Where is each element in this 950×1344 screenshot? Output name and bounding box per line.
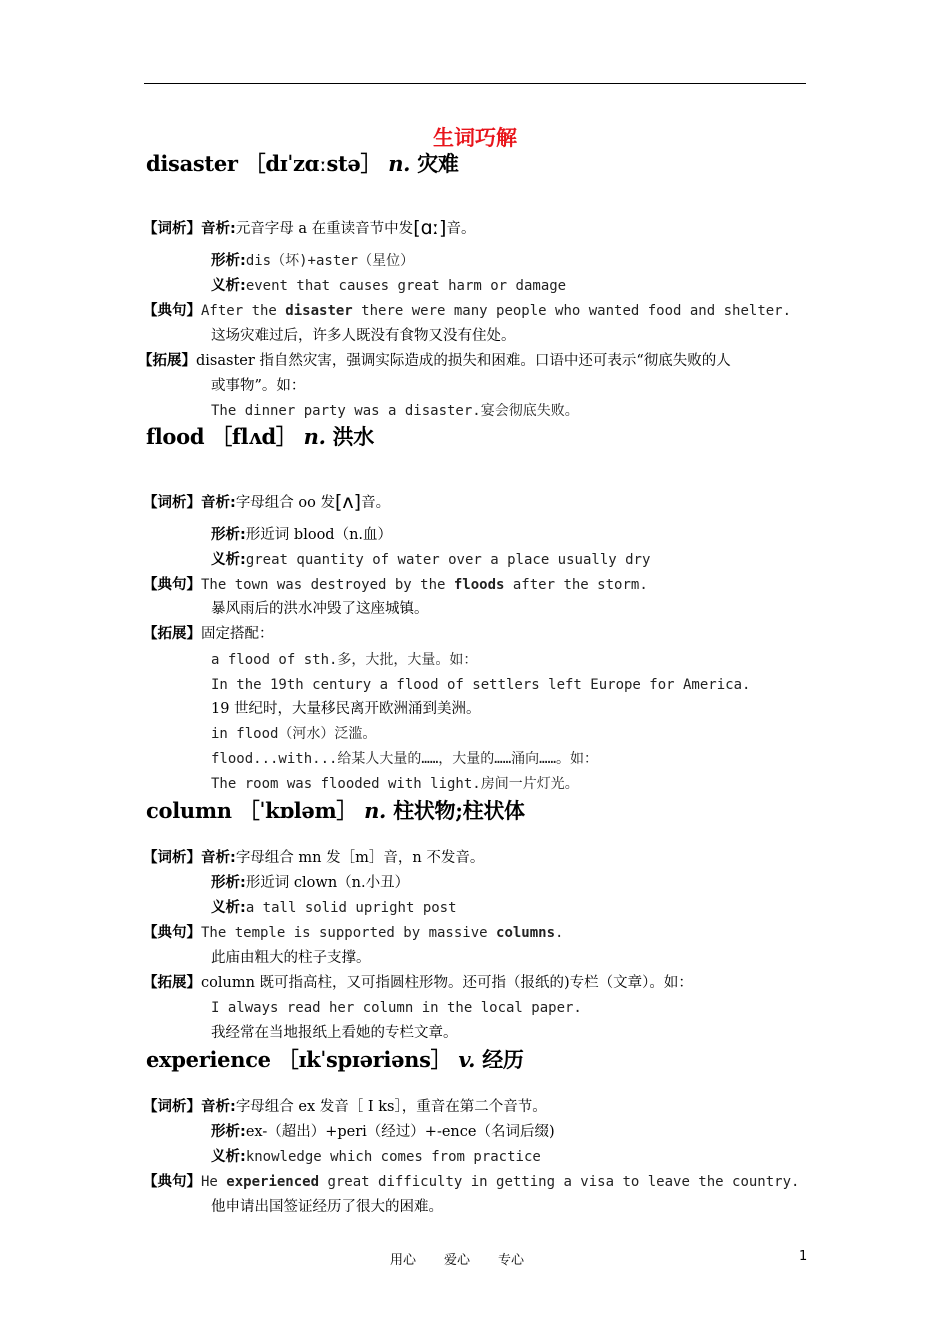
xingxi-line	[211, 873, 409, 893]
header-rule	[144, 83, 806, 84]
label-cixi: 【词析】	[143, 850, 201, 866]
sublabel-yixi: 义析:	[211, 900, 246, 916]
tuozhan-text: disaster 指自然灾害，强调实际造成的损失和困难。口语中还可表示“彻底失败的人	[196, 353, 731, 369]
dianju-pre: After the	[201, 303, 286, 319]
sublabel-yixi: 义析:	[211, 278, 246, 294]
dianju-line	[143, 1172, 799, 1192]
footer-slogan	[390, 1249, 524, 1268]
dianju-post: there were many people who wanted food and shelter.	[352, 303, 792, 319]
cixi-line	[143, 492, 390, 513]
label-tuozhan: 【拓展】	[138, 353, 196, 369]
tuozhan-line	[143, 973, 693, 993]
sublabel-xingxi: 形析:	[211, 1124, 246, 1140]
yixi-line	[211, 1147, 541, 1167]
dianju-pre: The town was destroyed by the	[201, 577, 454, 593]
sublabel-yinxi: 音析:	[201, 1099, 236, 1115]
footer-slogan-word: 用心	[390, 1253, 417, 1268]
tuozhan-text: column 既可指高柱，又可指圆柱形物。还可指（报纸的)专栏（文章）。如：	[201, 975, 693, 991]
yixi-text: a tall solid upright post	[245, 900, 457, 916]
yinxi-text: 字母组合 ex 发音［ I ks］，重音在第二个音节。	[235, 1099, 547, 1115]
headword-ipa: ［flʌd］	[211, 424, 297, 449]
label-cixi: 【词析】	[143, 495, 201, 511]
dianju-translation: 这场灾难过后，许多人既没有食物又没有住处。	[211, 328, 516, 344]
yinxi-tail: 音。	[446, 221, 476, 237]
headword-column	[146, 795, 525, 825]
headword-meaning: 经历	[482, 1047, 524, 1072]
headword-ipa: ［dɪˈzɑːstə］	[244, 151, 382, 176]
tuozhan-translation: 我经常在当地报纸上看她的专栏文章。	[211, 1025, 458, 1041]
sublabel-xingxi: 形析:	[211, 527, 246, 543]
yinxi-text: 元音字母 a 在重读音节中发	[235, 221, 414, 237]
dianju-keyword: columns	[496, 925, 556, 941]
label-dianju: 【典句】	[143, 925, 201, 941]
sublabel-yinxi: 音析:	[201, 850, 236, 866]
label-dianju: 【典句】	[143, 303, 201, 319]
headword-meaning: 柱状物;柱状体	[393, 798, 525, 823]
yinxi-ipa: [ɑː]	[413, 217, 447, 239]
dianju-translation: 此庙由粗大的柱子支撑。	[211, 950, 371, 966]
yixi-text: great quantity of water over a place usually dry	[245, 552, 651, 568]
yixi-text: knowledge which comes from practice	[245, 1149, 541, 1165]
tuozhan-item: 19 世纪时，大量移民离开欧洲涌到美洲。	[211, 701, 481, 717]
headword-text: flood	[146, 424, 205, 449]
headword-text: disaster	[146, 151, 238, 176]
cixi-line	[143, 218, 475, 239]
cixi-line	[143, 848, 484, 868]
dianju-post: great difficulty in getting a visa to leave the country.	[319, 1174, 800, 1190]
dianju-post: .	[555, 925, 564, 941]
headword-ipa: ［ɪkˈspɪəriəns］	[277, 1047, 452, 1072]
yinxi-ipa: [ʌ]	[335, 491, 362, 513]
dianju-pre: The temple is supported by massive	[201, 925, 497, 941]
sublabel-xingxi: 形析:	[211, 875, 246, 891]
headword-pos: n.	[364, 798, 387, 823]
headword-flood	[146, 421, 374, 451]
xingxi-text: ex-（超出）+peri（经过）+-ence（名词后缀)	[245, 1124, 555, 1140]
yinxi-text: 字母组合 mn 发［m］音，n 不发音。	[235, 850, 485, 866]
headword-meaning: 洪水	[332, 424, 375, 449]
tuozhan-example: The dinner party was a disaster.宴会彻底失败。	[211, 403, 579, 419]
yinxi-tail: 音。	[361, 495, 391, 511]
tuozhan-text: 固定搭配：	[201, 626, 274, 642]
label-cixi: 【词析】	[143, 221, 201, 237]
headword-ipa: ［ˈkɒləm］	[238, 798, 358, 823]
xingxi-text: 形近词 clown（n.小丑）	[245, 875, 410, 891]
headword-experience	[146, 1044, 524, 1074]
headword-pos: v.	[458, 1047, 476, 1072]
headword-pos: n.	[303, 424, 326, 449]
yixi-text: event that causes great harm or damage	[245, 278, 567, 294]
dianju-line	[143, 575, 648, 595]
page-number: 1	[799, 1249, 808, 1264]
dianju-line	[143, 301, 791, 321]
tuozhan-text-cont: 或事物”。如：	[211, 378, 306, 394]
page-title: 生词巧解	[433, 126, 517, 150]
tuozhan-line	[138, 351, 731, 371]
sublabel-yinxi: 音析:	[201, 495, 236, 511]
footer-slogan-word: 爱心	[444, 1253, 471, 1268]
tuozhan-line	[143, 624, 274, 644]
tuozhan-item: flood...with...给某人大量的……，大量的……涌向……。如：	[211, 751, 599, 767]
label-tuozhan: 【拓展】	[143, 975, 201, 991]
headword-text: column	[146, 798, 232, 823]
dianju-keyword: experienced	[226, 1174, 320, 1190]
headword-disaster	[146, 148, 459, 178]
headword-pos: n.	[388, 151, 411, 176]
yixi-line	[211, 898, 457, 918]
cixi-line	[143, 1097, 547, 1117]
xingxi-text: dis（坏)+aster（星位）	[245, 253, 415, 269]
sublabel-yixi: 义析:	[211, 552, 246, 568]
yixi-line	[211, 550, 650, 570]
headword-meaning: 灾难	[417, 151, 459, 176]
headword-text: experience	[146, 1047, 271, 1072]
sublabel-yinxi: 音析:	[201, 221, 236, 237]
yixi-line	[211, 276, 566, 296]
label-tuozhan: 【拓展】	[143, 626, 201, 642]
xingxi-line	[211, 525, 392, 545]
xingxi-line	[211, 1122, 555, 1142]
tuozhan-item: The room was flooded with light.房间一片灯光。	[211, 776, 579, 792]
label-dianju: 【典句】	[143, 1174, 201, 1190]
dianju-keyword: floods	[453, 577, 505, 593]
label-cixi: 【词析】	[143, 1099, 201, 1115]
dianju-post: after the storm.	[504, 577, 648, 593]
dianju-keyword: disaster	[285, 303, 353, 319]
tuozhan-item: in flood（河水）泛滥。	[211, 726, 377, 742]
dianju-line	[143, 923, 563, 943]
sublabel-yixi: 义析:	[211, 1149, 246, 1165]
dianju-pre: He	[201, 1174, 227, 1190]
label-dianju: 【典句】	[143, 577, 201, 593]
xingxi-text: 形近词 blood（n.血）	[245, 527, 393, 543]
tuozhan-item: In the 19th century a flood of settlers left Europe for America.	[211, 677, 751, 693]
tuozhan-item: a flood of sth.多，大批，大量。如：	[211, 652, 478, 668]
xingxi-line	[211, 251, 414, 271]
dianju-translation: 他申请出国签证经历了很大的困难。	[211, 1199, 443, 1215]
yinxi-text: 字母组合 oo 发	[235, 495, 335, 511]
footer-slogan-word: 专心	[498, 1253, 525, 1268]
sublabel-xingxi: 形析:	[211, 253, 246, 269]
tuozhan-example: I always read her column in the local paper.	[211, 1000, 582, 1016]
dianju-translation: 暴风雨后的洪水冲毁了这座城镇。	[211, 601, 429, 617]
